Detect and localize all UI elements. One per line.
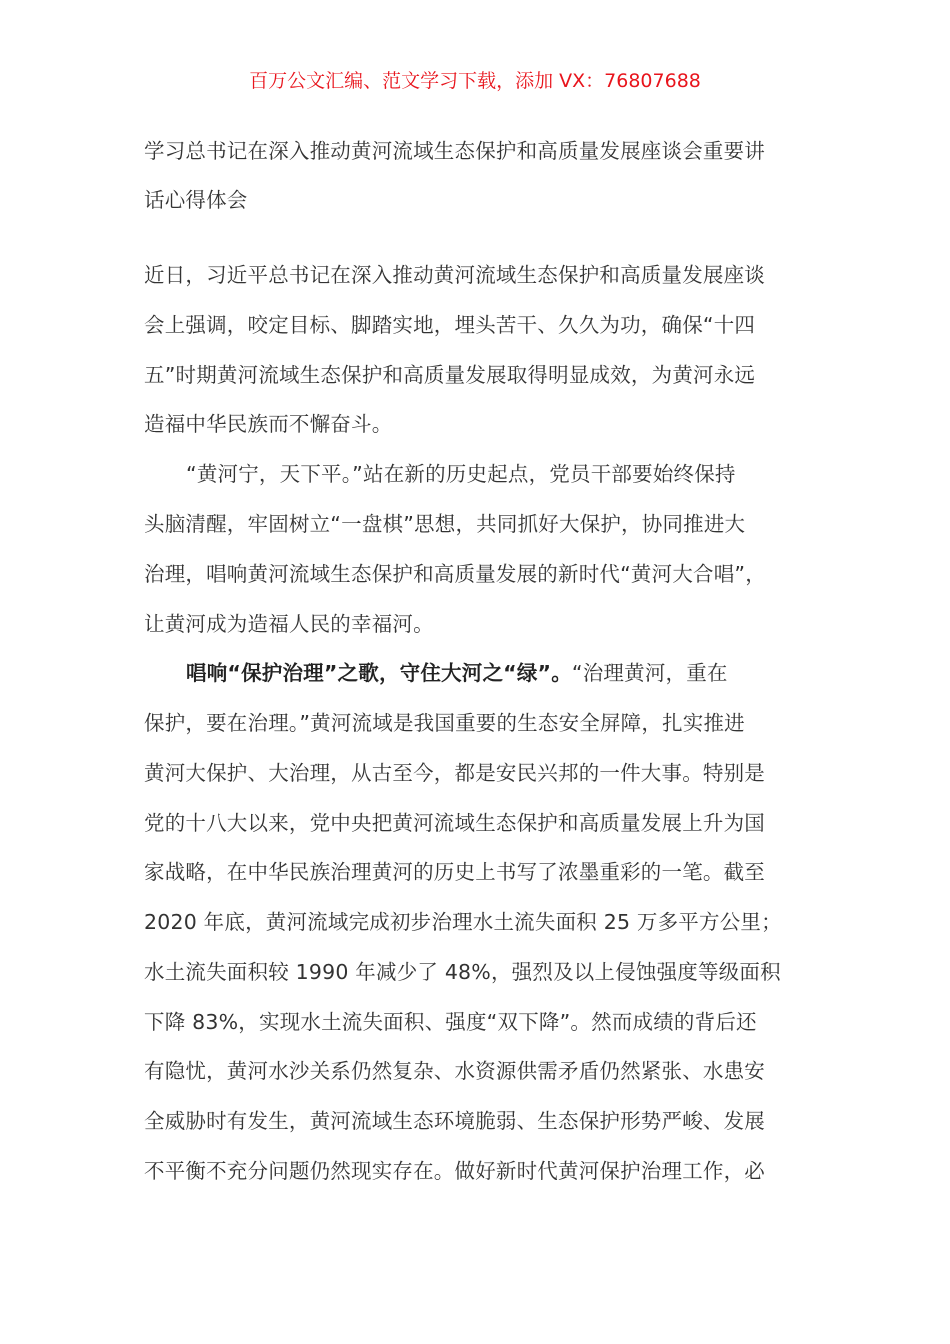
- paragraph-3-line-1-rest: “治理黄河，重在: [571, 661, 728, 685]
- paragraph-3-line-6: 2020 年底，黄河流域完成初步治理水土流失面积 25 万多平方公里；: [144, 910, 782, 934]
- header-banner: 百万公文汇编、范文学习下载，添加 VX：76807688: [249, 70, 701, 92]
- paragraph-1-line-2: 会上强调，咬定目标、脚踏实地，埋头苦干、久久为功，确保“十四: [144, 313, 756, 337]
- paragraph-2-line-2: 头脑清醒，牢固树立“一盘棋”思想，共同抓好大保护，协同推进大: [144, 512, 746, 536]
- section-heading: 唱响“保护治理”之歌，守住大河之“绿”。: [186, 661, 572, 685]
- paragraph-3-line-9: 有隐忧，黄河水沙关系仍然复杂、水资源供需矛盾仍然紧张、水患安: [144, 1059, 765, 1083]
- paragraph-3-line-4: 党的十八大以来，党中央把黄河流域生态保护和高质量发展上升为国: [144, 811, 765, 835]
- paragraph-3-line-5: 家战略，在中华民族治理黄河的历史上书写了浓墨重彩的一笔。截至: [144, 860, 765, 884]
- document-title-line-2: 话心得体会: [144, 188, 248, 212]
- paragraph-1-line-3: 五”时期黄河流域生态保护和高质量发展取得明显成效，为黄河永远: [144, 363, 756, 387]
- paragraph-2-line-4: 让黄河成为造福人民的幸福河。: [144, 612, 434, 636]
- paragraph-3-line-11: 不平衡不充分问题仍然现实存在。做好新时代黄河保护治理工作，必: [144, 1159, 765, 1183]
- paragraph-3-line-3: 黄河大保护、大治理，从古至今，都是安民兴邦的一件大事。特别是: [144, 761, 765, 785]
- paragraph-3-line-10: 全威胁时有发生，黄河流域生态环境脆弱、生态保护形势严峻、发展: [144, 1109, 765, 1133]
- paragraph-2-line-3: 治理，唱响黄河流域生态保护和高质量发展的新时代“黄河大合唱”，: [144, 562, 766, 586]
- paragraph-3-line-1: [186, 658, 728, 688]
- paragraph-3-line-2: 保护，要在治理。”黄河流域是我国重要的生态安全屏障，扎实推进: [144, 711, 745, 735]
- paragraph-3-line-8: 下降 83%，实现水土流失面积、强度“双下降”。然而成绩的背后还: [144, 1010, 757, 1034]
- document-title-line-1: 学习总书记在深入推动黄河流域生态保护和高质量发展座谈会重要讲: [144, 139, 765, 163]
- paragraph-1-line-1: 近日，习近平总书记在深入推动黄河流域生态保护和高质量发展座谈: [144, 263, 765, 287]
- paragraph-1-line-4: 造福中华民族而不懈奋斗。: [144, 412, 393, 436]
- paragraph-2-line-1: “黄河宁，天下平。”站在新的历史起点，党员干部要始终保持: [186, 462, 736, 486]
- paragraph-3-line-7: 水土流失面积较 1990 年减少了 48%，强烈及以上侵蚀强度等级面积: [144, 960, 781, 984]
